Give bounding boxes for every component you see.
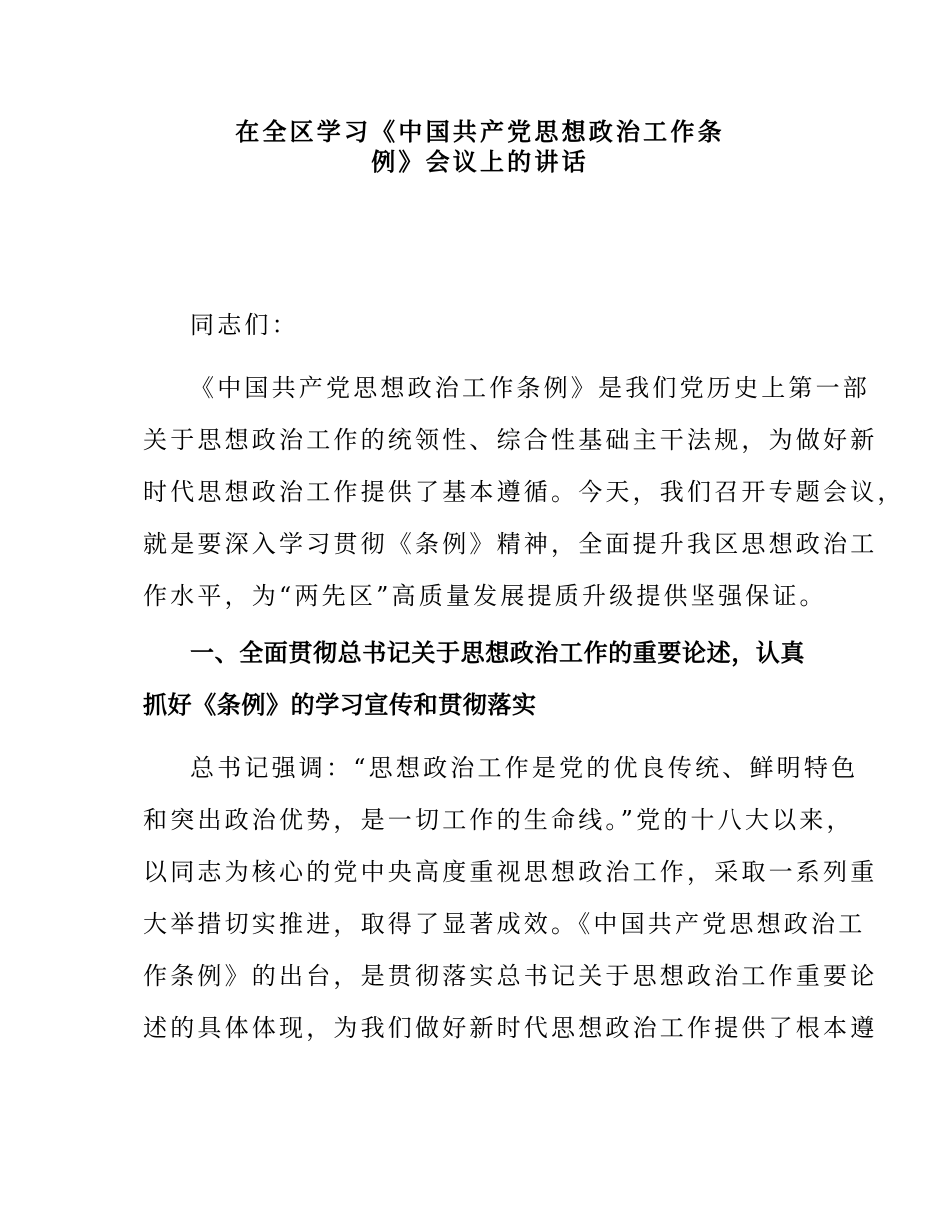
heading-line: 抓好《条例》的学习宣传和贯彻落实 (143, 691, 537, 719)
paragraph-line: 述的具体体现，为我们做好新时代思想政治工作提供了根本遵 (143, 1014, 878, 1042)
document-title (140, 117, 820, 177)
paragraph-line: 和突出政治优势，是一切工作的生命线。”党的十八大以来， (143, 806, 854, 834)
paragraph-line: 就是要深入学习贯彻《条例》精神，全面提升我区思想政治工 (143, 530, 878, 558)
paragraph-line: 作条例》的出台，是贯彻落实总书记关于思想政治工作重要论 (143, 962, 878, 990)
paragraph-line: 总书记强调：“思想政治工作是党的优良传统、鲜明特色 (190, 754, 859, 782)
salutation: 同志们： (190, 311, 299, 339)
title-line: 在全区学习《中国共产党思想政治工作条 (235, 117, 725, 146)
paragraph-line: 时代思想政治工作提供了基本遵循。今天，我们召开专题会议， (143, 478, 905, 506)
paragraph-line: 关于思想政治工作的统领性、综合性基础主干法规，为做好新 (143, 426, 878, 454)
paragraph-line: 以同志为核心的党中央高度重视思想政治工作，采取一系列重 (143, 858, 878, 886)
paragraph-line: 作水平，为“两先区”高质量发展提质升级提供坚强保证。 (143, 582, 827, 610)
title-line: 例》会议上的讲话 (371, 147, 589, 176)
paragraph-line: 《中国共产党思想政治工作条例》是我们党历史上第一部 (190, 374, 870, 402)
heading-line: 一、全面贯彻总书记关于思想政治工作的重要论述，认真 (190, 639, 805, 667)
paragraph-line: 大举措切实推进，取得了显著成效。《中国共产党思想政治工 (143, 910, 866, 938)
